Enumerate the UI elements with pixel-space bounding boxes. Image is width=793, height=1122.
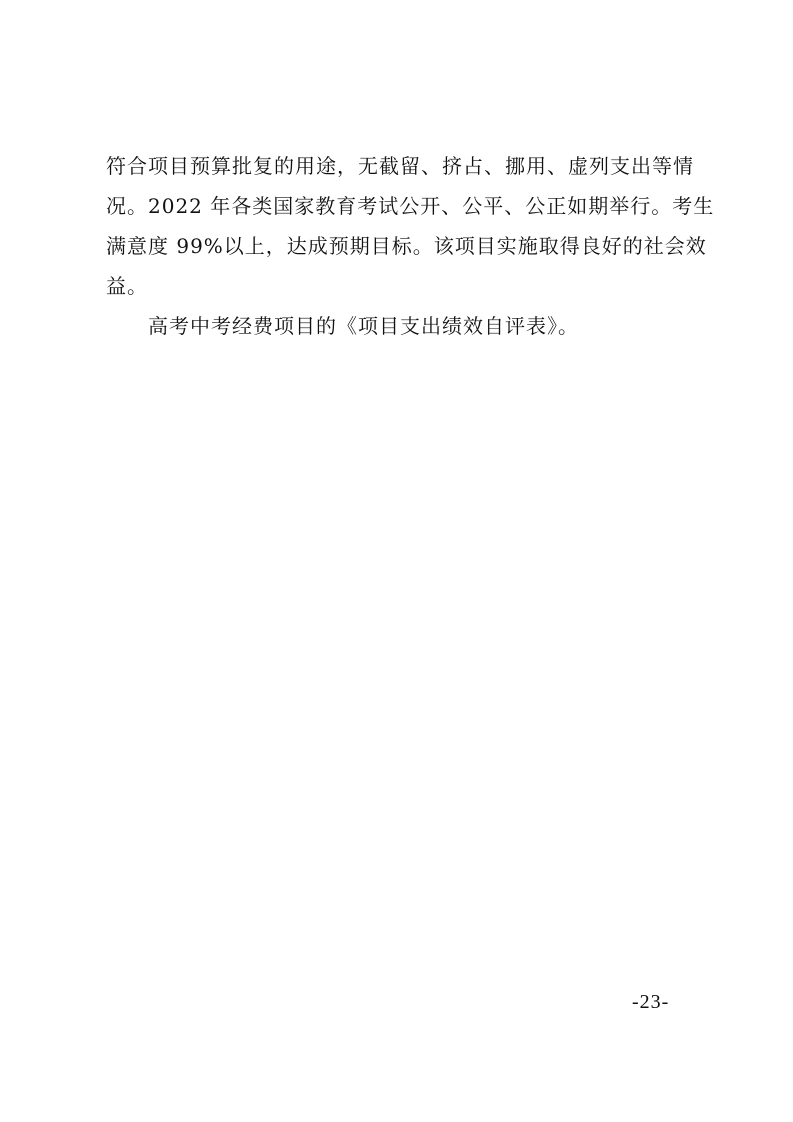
page-number: -23-	[632, 991, 670, 1013]
paragraph-2: 高考中考经费项目的《项目支出绩效自评表》。	[148, 314, 579, 338]
paragraph-line: 满意度 99%以上，达成预期目标。该项目实施取得良好的社会效	[106, 234, 707, 258]
paragraph-line: 益。	[106, 274, 148, 298]
paragraph-line: 符合项目预算批复的用途，无截留、挤占、挪用、虚列支出等情	[106, 154, 694, 178]
paragraph-line: 况。2022 年各类国家教育考试公开、公平、公正如期举行。考生	[106, 194, 715, 218]
document-body	[106, 146, 715, 346]
